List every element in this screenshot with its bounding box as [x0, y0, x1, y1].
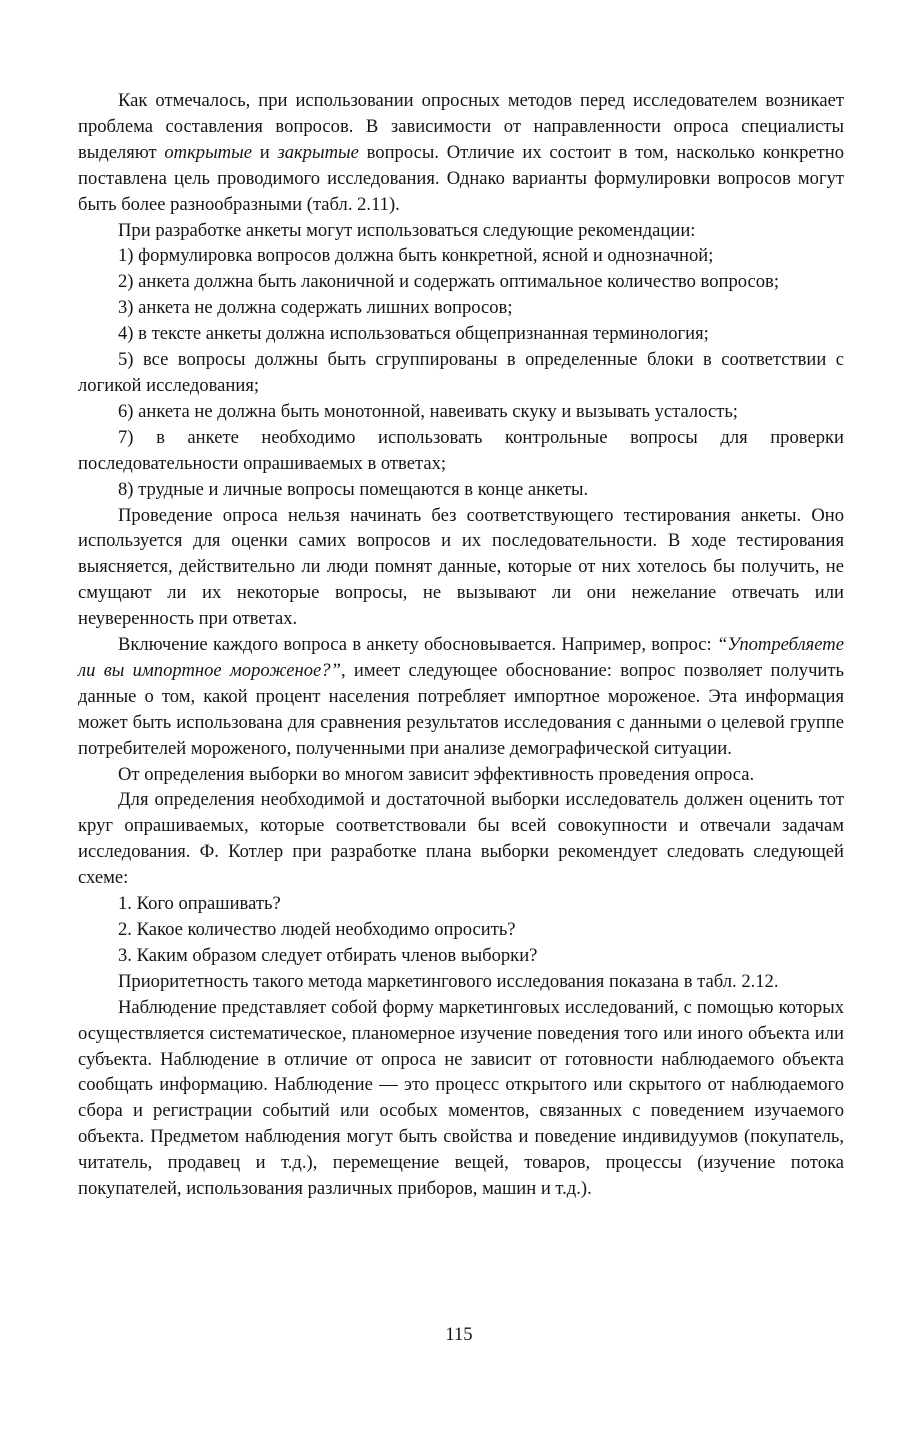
paragraph-recommendations-intro: При разработке анкеты могут использоваться следующие рекомендации:	[118, 219, 696, 241]
paragraph-priority: Приоритетность такого метода маркетингового исследования показана в табл. 2.12.	[118, 970, 779, 992]
recommendation-item: 4) в тексте анкеты должна использоваться общепризнанная терминология;	[118, 323, 709, 345]
paragraph-text: и	[251, 141, 278, 163]
paragraph-kotler: Для определения необходимой и достаточной выборки исследователь должен оценить тот круг опрашиваемых, которые соответствовали бы всей совокупности и отвечали задачам исследования. Ф. Котлер при разработке плана выборки рекомендует следовать следующей схеме:	[78, 789, 844, 889]
kotler-question: 1. Кого опрашивать?	[118, 893, 281, 915]
paragraph-text: Как отмечалось, при использовании опросных методов перед исследователем возникает проблема составления вопросов. В зависимости от направленности опроса специалисты выделяют	[78, 90, 844, 163]
paragraph-text: Включение каждого вопроса в анкету обосновывается. Например, вопрос:	[118, 634, 717, 656]
paragraph-sampling: От определения выборки во многом зависит эффективность проведения опроса.	[118, 763, 755, 785]
paragraph-question-types	[78, 88, 844, 218]
recommendation-item: 5) все вопросы должны быть сгруппированы в определенные блоки в соответствии с логикой исследования;	[78, 349, 844, 396]
recommendation-item: 7) в анкете необходимо использовать контрольные вопросы для проверки последовательности опрашиваемых в ответах;	[78, 426, 844, 474]
recommendation-item: 2) анкета должна быть лаконичной и содержать оптимальное количество вопросов;	[118, 271, 780, 293]
page-body	[78, 88, 844, 1202]
paragraph-testing: Проведение опроса нельзя начинать без соответствующего тестирования анкеты. Оно используется для оценки самих вопросов и их последовательности. В ходе тестирования выясняется, действительно ли люди помнят данные, которые от них хотелось бы получить, не смущают ли их некоторые вопросы, не вызывают ли они нежелание отвечать или неуверенность при ответах.	[78, 504, 844, 630]
recommendation-item: 6) анкета не должна быть монотонной, навеивать скуку и вызывать усталость;	[118, 400, 738, 422]
example-question: “Употребляете ли вы импортное мороженое?”	[78, 634, 844, 681]
recommendation-item: 1) формулировка вопросов должна быть конкретной, ясной и однозначной;	[118, 245, 714, 267]
paragraph-justification	[78, 632, 844, 762]
term-closed: закрытые	[277, 141, 359, 163]
recommendation-item: 8) трудные и личные вопросы помещаются в конце анкеты.	[118, 478, 589, 500]
page-number: 115	[445, 1324, 473, 1345]
kotler-question: 3. Каким образом следует отбирать членов выборки?	[118, 944, 538, 966]
kotler-question: 2. Какое количество людей необходимо опросить?	[118, 919, 516, 940]
recommendation-item: 3) анкета не должна содержать лишних вопросов;	[118, 297, 513, 319]
paragraph-observation: Наблюдение представляет собой форму маркетинговых исследований, с помощью которых осуществляется систематическое, планомерное изучение поведения того или иного объекта или субъекта. Наблюдение в отличие от опроса не зависит от готовности наблюдаемого объекта сообщать информацию. Наблюдение — это процесс открытого или скрытого от наблюдаемого сбора и регистрации событий или особых моментов, связанных с поведением изучаемого объекта. Предметом наблюдения могут быть свойства и поведение индивидуумов (покупатель, читатель, продавец и т.д.), перемещение вещей, товаров, процессы (изучение потока покупателей, использования различных приборов, машин и т.д.).	[78, 996, 844, 1200]
paragraph-text: вопросы. Отличие их состоит в том, насколько конкретно поставлена цель проводимого исследования. Однако варианты формулировки вопросов могут быть более разнообразными (табл. 2.11).	[78, 141, 844, 215]
term-open: открытые	[164, 141, 252, 163]
paragraph-text: , имеет следующее обоснование: вопрос позволяет получить данные о том, какой процент населения потребляет импортное мороженое. Эта информация может быть использована для сравнения результатов исследования с данными о целевой группе потребителей мороженого, полученными при анализе демографической ситуации.	[78, 659, 844, 759]
